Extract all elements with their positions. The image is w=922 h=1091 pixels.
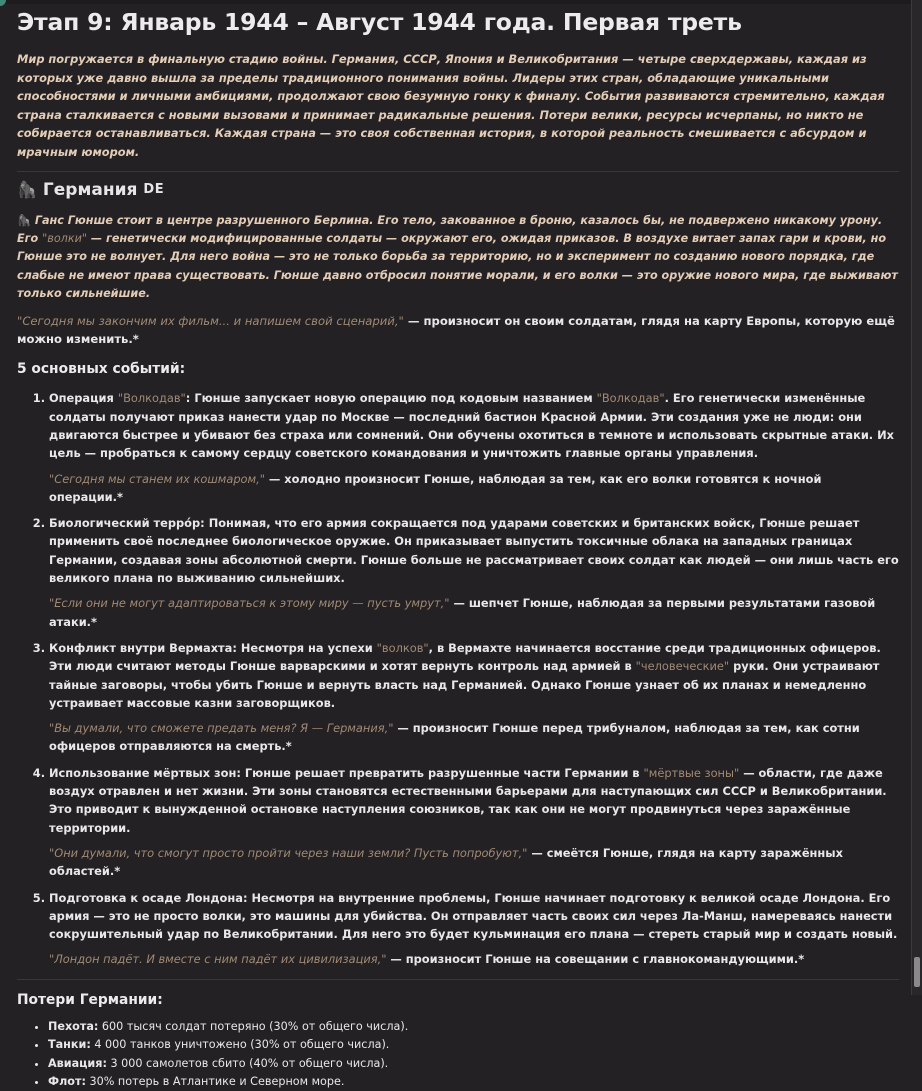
story-text-1: Ганс Гюнше стоит в центре разрушенного Берлина. Его тело, закованное в броню, казалось бы, не подвержено никакому урону. Его <box>17 213 883 245</box>
story-highlight: "волки" <box>42 231 87 245</box>
loss-text: 4 000 танков уничтожено (30% от общего числа). <box>90 1038 390 1052</box>
loss-item <box>48 1018 899 1036</box>
divider <box>17 979 899 980</box>
story-text-2: — генетически модифицированные солдаты — окружают его, ожидая приказов. В воздухе витает запах гари и крови, но Гюнше это не волнует. Для него война — это не только борьба за территорию, но и эксперимент по созданию нового порядка, где слабые не имеют права существовать. Гюнше давно отбросил понятие морали, и его волки — это оружие нового мира, где выживают только сильнейшие. <box>17 231 898 301</box>
event-item <box>49 889 899 969</box>
event-body-highlight: "Волкодав" <box>596 391 665 406</box>
event-quote-text: "Вы думали, что сможете предать меня? Я — Германия," <box>49 721 394 736</box>
quote-text: "Сегодня мы закончим их фильм... и напишем свой сценарий," <box>17 313 404 328</box>
loss-text: 30% потерь в Атлантике и Северном море. <box>85 1074 345 1088</box>
loss-item <box>48 1036 899 1054</box>
event-title-highlight: "Волкодав" <box>117 391 186 406</box>
loss-label: Танки: <box>48 1038 91 1052</box>
event-item <box>49 639 899 756</box>
loss-text: 3 000 самолетов сбито (40% от общего числа). <box>106 1056 389 1070</box>
gorilla-icon: 🦍 <box>17 179 37 199</box>
losses-heading: Потери Германии: <box>17 991 163 1008</box>
event-quote <box>49 844 899 881</box>
event-quote-text: "Сегодня мы станем их кошмаром," <box>49 471 265 486</box>
event-quote-text: "Если они не могут адаптироваться к этому миру — пусть умрут," <box>49 596 450 611</box>
loss-label: Флот: <box>48 1074 86 1088</box>
event-item <box>49 764 899 881</box>
event-title: Биологический террóр <box>49 516 201 531</box>
events-list <box>17 389 899 968</box>
event-title: Подготовка к осаде Лондона <box>49 890 243 905</box>
event-title-colon: : <box>232 640 237 655</box>
event-body-highlight: "волков" <box>376 640 429 655</box>
event-body-rest: , в Вермахте начинается восстание среди традиционных офицеров. Эти люди считают методы Гюнше варварскими и хотят вернуть контроль над армией в "человеческие" руки. Они устраивают тайные заговоры, чтобы убить Гюнше и вернуть власть над Германией. Однако Гюнше узнает об их планах и немедленно устраивает массовые казни заговорщиков. <box>49 640 881 710</box>
event-quote <box>49 594 899 631</box>
vertical-scrollbar[interactable] <box>911 0 922 995</box>
event-body: Несмотря на успехи <box>236 640 377 655</box>
event-quote-tail: — шепчет Гюнше, наблюдая за первыми результатами газовой атаки.* <box>49 596 876 629</box>
country-heading <box>17 178 899 202</box>
event-quote-tail: — произносит Гюнше на совещании с главнокомандующими.* <box>386 952 805 967</box>
event-item <box>49 389 899 506</box>
gorilla-icon: 🦍 <box>17 213 31 227</box>
flag-de-icon: DE <box>143 181 165 197</box>
top-bar <box>0 0 922 4</box>
country-name: Германия <box>42 179 138 200</box>
event-body: Понимая, что его армия сокращается под ударами советских и британских войск, Гюнше решает применить своё последнее биологическое оружие. Он приказывает выпустить токсичные облака на западных границах Германии, создавая зоны абсолютной смерти. Гюнше больше не рассматривает своих солдат как людей — они лишь часть его великого плана по выживанию сильнейших. <box>49 516 899 586</box>
event-quote <box>49 950 899 968</box>
scrollbar-thumb[interactable] <box>914 957 920 987</box>
event-title-colon: : <box>200 516 205 531</box>
event-body-highlight: "мёртвые зоны" <box>643 765 740 780</box>
event-item <box>49 514 899 631</box>
event-quote-tail: — произносит Гюнше перед трибуналом, наблюдая за тем, как сотни офицеров отправляются на смерть.* <box>49 721 860 754</box>
events-heading: 5 основных событий: <box>17 361 186 378</box>
event-body-rest: — области, где даже воздух отравлен и нет жизни. Эти зоны становятся естественными барьерами для наступающих сил СССР и Великобритании. Это приводит к вынужденной остановке наступления союзников, так как они не могут продвинуться через заражённые территории. <box>49 765 887 835</box>
loss-label: Пехота: <box>48 1019 99 1033</box>
event-body-highlight: "человеческие" <box>635 659 730 674</box>
event-quote-text: "Они думали, что смогут просто пройти через наши земли? Пусть попробуют," <box>49 845 528 860</box>
loss-text: 600 тысяч солдат потеряно (30% от общего числа). <box>98 1019 409 1033</box>
event-title-colon: : <box>185 391 191 406</box>
country-story <box>17 212 899 304</box>
event-title-colon: : <box>236 765 241 780</box>
event-title-colon: : <box>242 890 248 905</box>
event-title: Использование мёртвых зон <box>49 765 237 780</box>
event-quote-tail: — холодно произносит Гюнше, наблюдая за тем, как его волки готовятся к ночной операции.* <box>49 471 822 504</box>
document-content <box>17 6 899 1091</box>
event-body: Гюнше запускает новую операцию под кодовым названием <box>190 391 597 406</box>
event-title: Операция <box>49 391 118 406</box>
loss-item <box>48 1055 899 1073</box>
app-corner-icon <box>0 0 6 6</box>
event-body-rest: . Его генетически изменённые солдаты получают приказ нанести удар по Москве — последний бастион Красной Армии. Эти создания уже не люди: они двигаются быстрее и убивают без страха или сомнений. Они обучены охотиться в темноте и использовать скрытные атаки. Их цель — пробраться к самому сердцу советского командования и уничтожить главные органы управления. <box>49 391 894 461</box>
event-quote <box>49 470 899 507</box>
event-quote-tail: — смеётся Гюнше, глядя на карту заражённых областей.* <box>49 845 843 879</box>
loss-label: Авиация: <box>48 1056 107 1070</box>
loss-item <box>48 1073 899 1091</box>
event-quote-text: "Лондон падёт. И вместе с ним падёт их цивилизация," <box>49 952 387 967</box>
country-quote <box>17 312 899 349</box>
quote-tail: — произносит он своим солдатам, глядя на карту Европы, которую ещё можно изменить.* <box>17 313 895 346</box>
event-body: Несмотря на внутренние проблемы, Гюнше начинает подготовку к великой осаде Лондона. Его армия — это не просто волки, это машины для убийства. Он отправляет часть своих сил через Ла-Манш, намереваясь нанести сокрушительный удар по Великобритании. Для него это будет кульминация его плана — стереть старый мир и создать новый. <box>49 890 898 942</box>
event-body: Гюнше решает превратить разрушенные части Германии в <box>240 765 644 780</box>
event-title: Конфликт внутри Вермахта <box>49 640 233 655</box>
intro-paragraph: Мир погружается в финальную стадию войны. Германия, СССР, Япония и Великобритания — четыре сверхдержавы, каждая из которых уже давно вышла за пределы традиционного понимания войны. Лидеры этих стран, обладающие уникальными способностями и личными амбициями, продолжают свою безумную гонку к финалу. События развиваются стремительно, каждая страна сталкивается с новыми вызовами и принимает радикальные решения. Потери велики, ресурсы исчерпаны, но никто не собирается останавливаться. Каждая страна — это своя собственная история, в которой реальность смешивается с абсурдом и мрачным юмором. <box>17 52 885 159</box>
divider <box>17 171 899 172</box>
event-quote <box>49 719 899 756</box>
page-title: Этап 9: Январь 1944 – Август 1944 года. Первая треть <box>17 8 742 36</box>
losses-list <box>17 1018 899 1091</box>
